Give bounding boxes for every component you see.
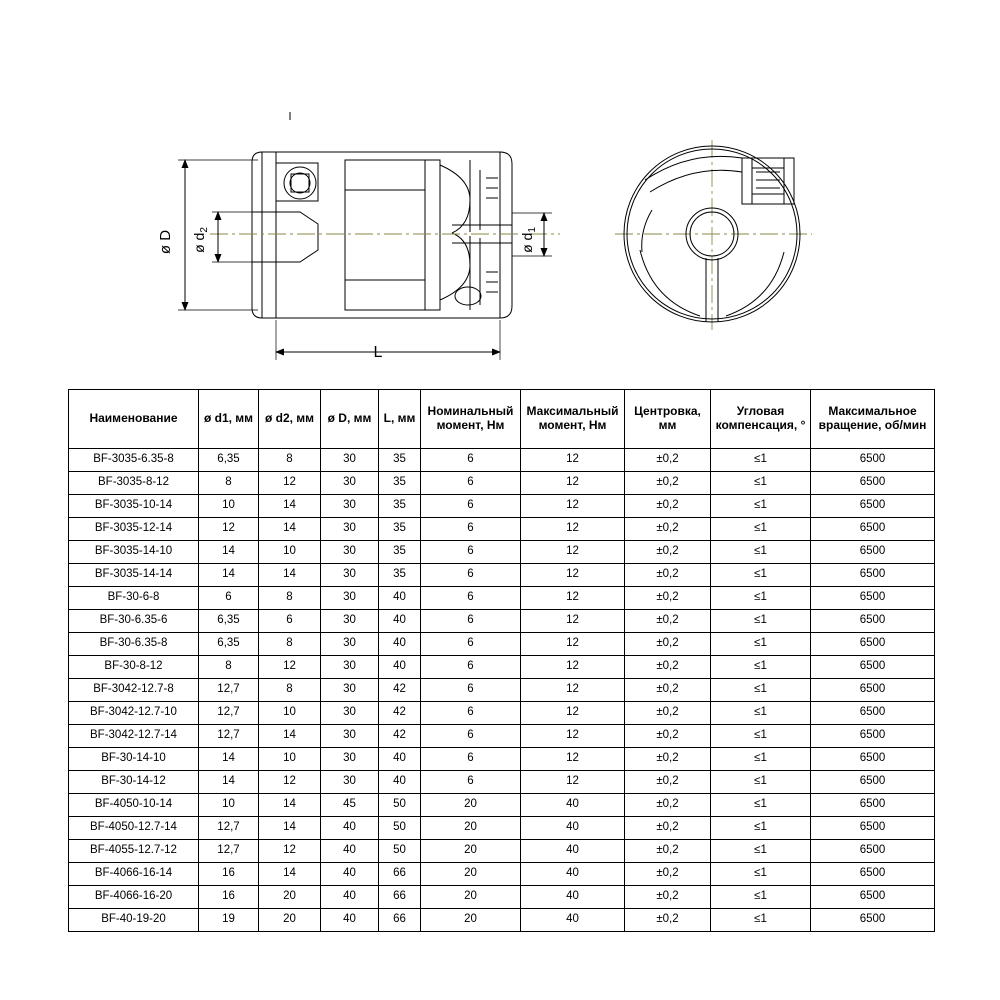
specification-table-container xyxy=(68,389,934,932)
table-cell: 20 xyxy=(421,817,521,840)
table-row xyxy=(69,564,935,587)
table-cell: 12 xyxy=(521,495,625,518)
table-cell: ±0,2 xyxy=(625,840,711,863)
table-row xyxy=(69,886,935,909)
table-cell: 8 xyxy=(259,587,321,610)
table-cell: 12 xyxy=(199,518,259,541)
table-cell: ±0,2 xyxy=(625,679,711,702)
table-cell: ±0,2 xyxy=(625,771,711,794)
table-cell: 6 xyxy=(421,748,521,771)
table-cell: 6500 xyxy=(811,771,935,794)
table-cell: 6500 xyxy=(811,725,935,748)
cell-model-name: BF-3035-8-12 xyxy=(69,472,199,495)
table-cell: 6 xyxy=(421,656,521,679)
table-cell: 6500 xyxy=(811,495,935,518)
table-cell: 12 xyxy=(521,472,625,495)
table-row xyxy=(69,449,935,472)
table-cell: ±0,2 xyxy=(625,886,711,909)
table-cell: 14 xyxy=(259,817,321,840)
table-cell: 8 xyxy=(199,656,259,679)
table-cell: 6 xyxy=(421,495,521,518)
table-cell: 6500 xyxy=(811,794,935,817)
header-d2: ø d2, мм xyxy=(259,390,321,449)
table-cell: 14 xyxy=(199,748,259,771)
table-cell: ≤1 xyxy=(711,610,811,633)
table-cell: 66 xyxy=(379,863,421,886)
table-cell: 40 xyxy=(521,909,625,932)
label-bore-d2: ø $d_2$ xyxy=(191,227,210,253)
table-cell: 50 xyxy=(379,817,421,840)
cell-model-name: BF-3035-10-14 xyxy=(69,495,199,518)
coupling-drawing-svg xyxy=(0,0,1000,385)
table-cell: 6500 xyxy=(811,863,935,886)
table-cell: 45 xyxy=(321,794,379,817)
table-cell: 6 xyxy=(421,702,521,725)
table-cell: 8 xyxy=(259,679,321,702)
table-cell: ≤1 xyxy=(711,909,811,932)
table-cell: 14 xyxy=(259,725,321,748)
table-cell: 20 xyxy=(421,840,521,863)
table-cell: 6 xyxy=(421,725,521,748)
header-max-torque: Максимальный момент, Нм xyxy=(521,390,625,449)
header-nominal-torque: Номинальный момент, Нм xyxy=(421,390,521,449)
table-cell: 14 xyxy=(199,564,259,587)
table-cell: 14 xyxy=(259,863,321,886)
table-cell: 14 xyxy=(199,541,259,564)
table-cell: 6500 xyxy=(811,633,935,656)
header-max-rotation: Максимальное вращение, об/мин xyxy=(811,390,935,449)
table-cell: 35 xyxy=(379,564,421,587)
table-cell: 40 xyxy=(379,748,421,771)
cell-model-name: BF-3035-14-10 xyxy=(69,541,199,564)
table-cell: 6500 xyxy=(811,656,935,679)
table-cell: ±0,2 xyxy=(625,587,711,610)
table-cell: 6 xyxy=(421,449,521,472)
table-cell: 12 xyxy=(521,541,625,564)
table-cell: 6500 xyxy=(811,564,935,587)
table-cell: 30 xyxy=(321,518,379,541)
table-cell: 42 xyxy=(379,702,421,725)
table-cell: 35 xyxy=(379,472,421,495)
table-cell: 20 xyxy=(259,886,321,909)
table-cell: 50 xyxy=(379,840,421,863)
table-cell: 6 xyxy=(421,518,521,541)
table-cell: 16 xyxy=(199,863,259,886)
table-cell: 35 xyxy=(379,495,421,518)
table-cell: 10 xyxy=(259,748,321,771)
header-d1: ø d1, мм xyxy=(199,390,259,449)
table-cell: 30 xyxy=(321,495,379,518)
table-cell: 6 xyxy=(421,610,521,633)
table-cell: ≤1 xyxy=(711,863,811,886)
table-row xyxy=(69,587,935,610)
table-cell: 12 xyxy=(521,633,625,656)
table-cell: 30 xyxy=(321,449,379,472)
table-cell: 40 xyxy=(521,840,625,863)
technical-drawing xyxy=(0,0,1000,385)
cell-model-name: BF-3042-12.7-10 xyxy=(69,702,199,725)
label-outer-diameter: ø D xyxy=(157,229,174,255)
table-row xyxy=(69,794,935,817)
table-cell: 8 xyxy=(199,472,259,495)
table-cell: 40 xyxy=(321,840,379,863)
table-cell: ≤1 xyxy=(711,817,811,840)
table-cell: 35 xyxy=(379,449,421,472)
table-cell: ≤1 xyxy=(711,587,811,610)
table-cell: 6500 xyxy=(811,587,935,610)
table-cell: 12 xyxy=(521,725,625,748)
cell-model-name: BF-3042-12.7-8 xyxy=(69,679,199,702)
table-row xyxy=(69,518,935,541)
cell-model-name: BF-3035-14-14 xyxy=(69,564,199,587)
table-cell: 12 xyxy=(521,587,625,610)
table-cell: 12 xyxy=(521,656,625,679)
cell-model-name: BF-40-19-20 xyxy=(69,909,199,932)
table-cell: 12,7 xyxy=(199,725,259,748)
table-cell: 40 xyxy=(521,817,625,840)
table-cell: 14 xyxy=(259,564,321,587)
table-row xyxy=(69,656,935,679)
table-cell: 30 xyxy=(321,587,379,610)
table-cell: 6500 xyxy=(811,472,935,495)
cell-model-name: BF-30-14-12 xyxy=(69,771,199,794)
table-cell: ≤1 xyxy=(711,840,811,863)
table-cell: 6500 xyxy=(811,518,935,541)
table-cell: 12 xyxy=(521,518,625,541)
table-cell: 6 xyxy=(421,541,521,564)
table-cell: ±0,2 xyxy=(625,472,711,495)
table-cell: 30 xyxy=(321,541,379,564)
table-cell: 6500 xyxy=(811,840,935,863)
table-cell: 66 xyxy=(379,909,421,932)
table-cell: 12 xyxy=(521,564,625,587)
table-cell: 6500 xyxy=(811,909,935,932)
table-cell: 40 xyxy=(321,909,379,932)
table-cell: 42 xyxy=(379,679,421,702)
table-cell: ±0,2 xyxy=(625,449,711,472)
table-row xyxy=(69,702,935,725)
table-cell: 6500 xyxy=(811,748,935,771)
table-cell: ±0,2 xyxy=(625,725,711,748)
table-cell: ≤1 xyxy=(711,702,811,725)
table-cell: ≤1 xyxy=(711,771,811,794)
table-cell: 12 xyxy=(521,748,625,771)
table-cell: ≤1 xyxy=(711,495,811,518)
table-cell: 12,7 xyxy=(199,817,259,840)
table-cell: 30 xyxy=(321,656,379,679)
table-cell: 14 xyxy=(259,794,321,817)
table-cell: 40 xyxy=(379,587,421,610)
table-cell: 10 xyxy=(259,702,321,725)
table-cell: 6,35 xyxy=(199,610,259,633)
table-cell: ≤1 xyxy=(711,748,811,771)
table-cell: 40 xyxy=(321,886,379,909)
table-row xyxy=(69,610,935,633)
cell-model-name: BF-30-6.35-6 xyxy=(69,610,199,633)
cell-model-name: BF-4066-16-20 xyxy=(69,886,199,909)
table-cell: 12 xyxy=(259,472,321,495)
table-cell: 8 xyxy=(259,449,321,472)
table-cell: 20 xyxy=(421,794,521,817)
table-cell: ±0,2 xyxy=(625,909,711,932)
table-cell: 12 xyxy=(259,771,321,794)
table-cell: ±0,2 xyxy=(625,633,711,656)
header-centering: Центровка, мм xyxy=(625,390,711,449)
cell-model-name: BF-30-8-12 xyxy=(69,656,199,679)
table-cell: 14 xyxy=(199,771,259,794)
table-cell: 6,35 xyxy=(199,633,259,656)
table-cell: 40 xyxy=(321,863,379,886)
table-cell: ≤1 xyxy=(711,679,811,702)
table-cell: ≤1 xyxy=(711,541,811,564)
table-cell: 12,7 xyxy=(199,679,259,702)
table-header-row xyxy=(69,390,935,449)
table-cell: ±0,2 xyxy=(625,495,711,518)
cell-model-name: BF-3035-12-14 xyxy=(69,518,199,541)
table-cell: 6500 xyxy=(811,449,935,472)
cell-model-name: BF-4050-12.7-14 xyxy=(69,817,199,840)
label-bore-d1: ø $d_1$ xyxy=(519,227,538,253)
table-cell: 6 xyxy=(259,610,321,633)
table-cell: ≤1 xyxy=(711,518,811,541)
table-cell: 30 xyxy=(321,702,379,725)
table-cell: 14 xyxy=(259,495,321,518)
specification-table xyxy=(68,389,935,932)
table-cell: 30 xyxy=(321,771,379,794)
table-cell: 12 xyxy=(259,656,321,679)
table-cell: 40 xyxy=(321,817,379,840)
table-cell: 16 xyxy=(199,886,259,909)
table-cell: 35 xyxy=(379,518,421,541)
table-cell: 20 xyxy=(421,863,521,886)
table-cell: 6 xyxy=(421,679,521,702)
table-row xyxy=(69,541,935,564)
table-cell: 30 xyxy=(321,679,379,702)
label-length: L xyxy=(373,344,383,361)
cell-model-name: BF-4050-10-14 xyxy=(69,794,199,817)
table-cell: ±0,2 xyxy=(625,518,711,541)
cell-model-name: BF-3035-6.35-8 xyxy=(69,449,199,472)
table-cell: ±0,2 xyxy=(625,610,711,633)
table-cell: 6500 xyxy=(811,817,935,840)
table-cell: 12 xyxy=(521,771,625,794)
table-cell: 66 xyxy=(379,886,421,909)
table-cell: 8 xyxy=(259,633,321,656)
table-cell: 6 xyxy=(199,587,259,610)
table-row xyxy=(69,840,935,863)
table-cell: 42 xyxy=(379,725,421,748)
table-cell: 6500 xyxy=(811,679,935,702)
table-cell: 6 xyxy=(421,564,521,587)
table-cell: ±0,2 xyxy=(625,794,711,817)
table-cell: 12 xyxy=(521,449,625,472)
table-cell: 30 xyxy=(321,725,379,748)
cell-model-name: BF-30-14-10 xyxy=(69,748,199,771)
table-row xyxy=(69,679,935,702)
cell-model-name: BF-3042-12.7-14 xyxy=(69,725,199,748)
table-cell: 12 xyxy=(521,610,625,633)
table-cell: 12,7 xyxy=(199,840,259,863)
table-row xyxy=(69,817,935,840)
table-cell: 12 xyxy=(521,679,625,702)
table-cell: ±0,2 xyxy=(625,541,711,564)
table-cell: 6500 xyxy=(811,702,935,725)
table-cell: ≤1 xyxy=(711,725,811,748)
table-cell: ≤1 xyxy=(711,794,811,817)
table-cell: 10 xyxy=(199,794,259,817)
header-angular-compensation: Угловая компенсация, ° xyxy=(711,390,811,449)
table-cell: ±0,2 xyxy=(625,748,711,771)
table-cell: ±0,2 xyxy=(625,564,711,587)
table-cell: 20 xyxy=(259,909,321,932)
table-cell: 6500 xyxy=(811,541,935,564)
table-row xyxy=(69,725,935,748)
table-cell: 14 xyxy=(259,518,321,541)
table-cell: 12,7 xyxy=(199,702,259,725)
table-cell: 30 xyxy=(321,633,379,656)
table-cell: ±0,2 xyxy=(625,702,711,725)
table-cell: 40 xyxy=(379,610,421,633)
table-cell: 30 xyxy=(321,748,379,771)
table-row xyxy=(69,748,935,771)
cell-model-name: BF-30-6.35-8 xyxy=(69,633,199,656)
header-L: L, мм xyxy=(379,390,421,449)
table-row xyxy=(69,633,935,656)
cell-model-name: BF-30-6-8 xyxy=(69,587,199,610)
table-cell: ≤1 xyxy=(711,564,811,587)
table-cell: 6 xyxy=(421,771,521,794)
table-cell: 19 xyxy=(199,909,259,932)
table-row xyxy=(69,863,935,886)
table-cell: 30 xyxy=(321,610,379,633)
table-cell: 30 xyxy=(321,564,379,587)
table-cell: 20 xyxy=(421,909,521,932)
table-row xyxy=(69,771,935,794)
table-cell: 6,35 xyxy=(199,449,259,472)
table-row xyxy=(69,495,935,518)
table-cell: 50 xyxy=(379,794,421,817)
table-cell: ≤1 xyxy=(711,472,811,495)
table-row xyxy=(69,472,935,495)
table-cell: 6 xyxy=(421,472,521,495)
table-cell: 6 xyxy=(421,633,521,656)
table-cell: 40 xyxy=(379,771,421,794)
table-cell: ≤1 xyxy=(711,886,811,909)
table-cell: ≤1 xyxy=(711,656,811,679)
cell-model-name: BF-4066-16-14 xyxy=(69,863,199,886)
table-cell: 40 xyxy=(521,794,625,817)
table-cell: 6500 xyxy=(811,610,935,633)
cell-model-name: BF-4055-12.7-12 xyxy=(69,840,199,863)
table-cell: ≤1 xyxy=(711,449,811,472)
table-cell: ±0,2 xyxy=(625,656,711,679)
table-cell: 40 xyxy=(521,863,625,886)
table-cell: 12 xyxy=(521,702,625,725)
header-name: Наименование xyxy=(69,390,199,449)
table-cell: 35 xyxy=(379,541,421,564)
table-cell: 40 xyxy=(379,656,421,679)
table-cell: ±0,2 xyxy=(625,863,711,886)
header-D: ø D, мм xyxy=(321,390,379,449)
table-cell: ≤1 xyxy=(711,633,811,656)
table-cell: 6 xyxy=(421,587,521,610)
table-cell: ±0,2 xyxy=(625,817,711,840)
table-cell: 30 xyxy=(321,472,379,495)
table-cell: 40 xyxy=(521,886,625,909)
table-row xyxy=(69,909,935,932)
table-cell: 12 xyxy=(259,840,321,863)
table-cell: 10 xyxy=(259,541,321,564)
table-cell: 20 xyxy=(421,886,521,909)
table-cell: 10 xyxy=(199,495,259,518)
table-cell: 6500 xyxy=(811,886,935,909)
table-cell: 40 xyxy=(379,633,421,656)
